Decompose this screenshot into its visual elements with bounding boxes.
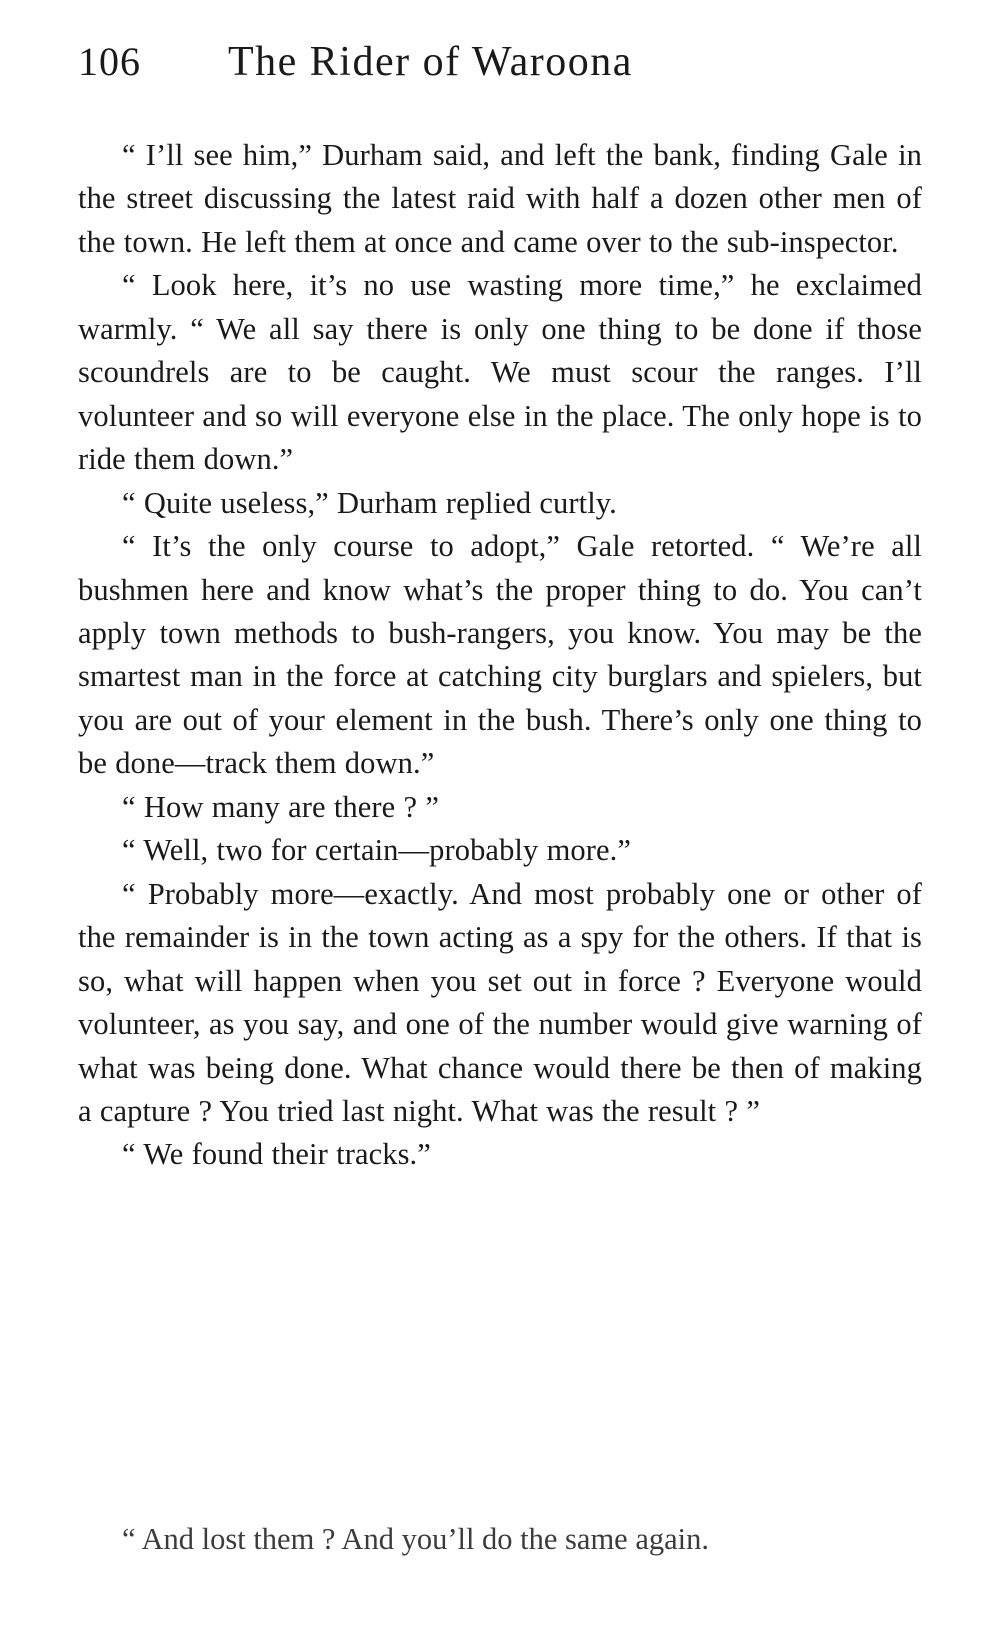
paragraph: “ It’s the only course to adopt,” Gale retorted. “ We’re all bushmen here and know what’s the proper thing to do. You can’t apply town methods to bush-rangers, you know. You may be the smartest man in the force at catching city burglars and spielers, but you are out of your element in the bush. There’s only one thing to be done—track them down.” xyxy=(78,529,922,781)
page-header xyxy=(78,38,922,100)
page-bottom-clipped-line xyxy=(0,1522,1000,1626)
body-text xyxy=(78,134,922,1177)
paragraph: “ I’ll see him,” Durham said, and left the bank, finding Gale in the street discussing the latest raid with half a dozen other men of the town. He left them at once and came over to the sub-inspector. xyxy=(78,138,922,259)
paragraph: “ We found their tracks.” xyxy=(122,1137,431,1172)
paragraph: “ Look here, it’s no use wasting more time,” he exclaimed warmly. “ We all say there is only one thing to be done if those scoundrels are to be caught. We must scour the ranges. I’ll volunteer and so will everyone else in the place. The only hope is to ride them down.” xyxy=(78,268,922,477)
running-title: The Rider of Waroona xyxy=(228,39,633,85)
paragraph: “ Quite useless,” Durham replied curtly. xyxy=(122,485,617,520)
paragraph: “ Probably more—exactly. And most probably one or other of the remainder is in the town acting as a spy for the others. If that is so, what will happen when you set out in force ? Everyone would volunteer, as you say, and one of the number would give warning of what was being done. What chance would there be then of making a capture ? You tried last night. What was the result ? ” xyxy=(78,876,922,1128)
paragraph: “ How many are there ? ” xyxy=(122,789,440,824)
clipped-text: “ And lost them ? And you’ll do the same again. xyxy=(122,1522,710,1556)
paragraph: “ Well, two for certain—probably more.” xyxy=(122,833,631,868)
page-number: 106 xyxy=(78,39,141,84)
